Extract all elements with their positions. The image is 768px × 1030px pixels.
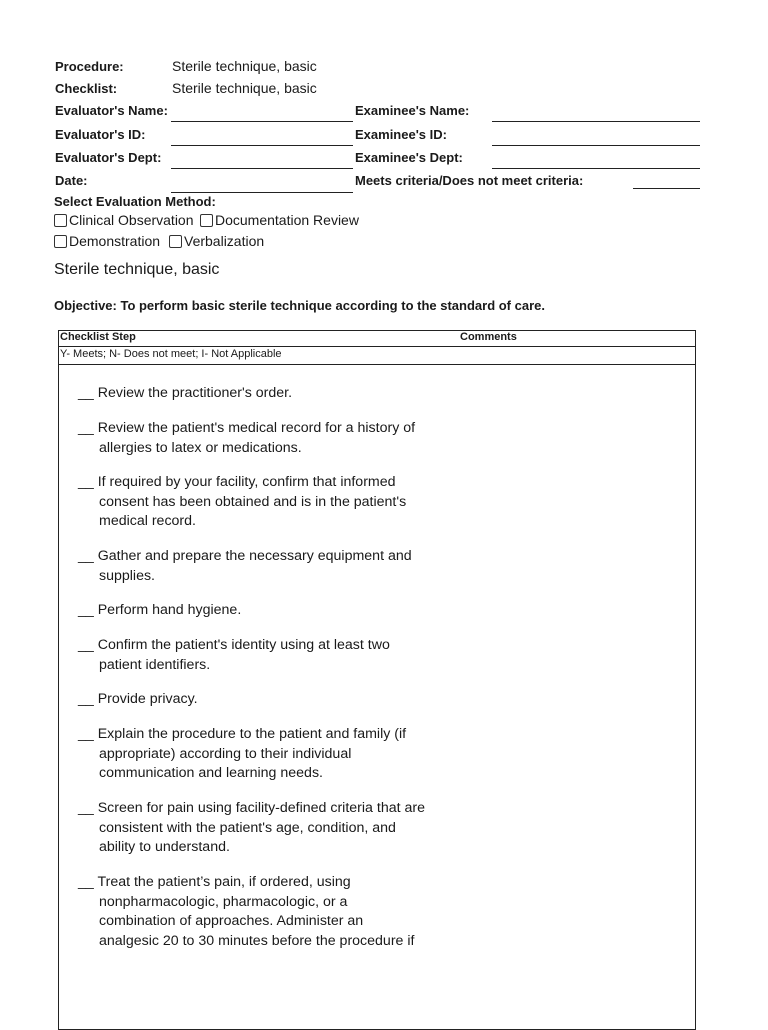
checkbox-icon[interactable] (169, 235, 182, 248)
evaluator-id-field[interactable] (171, 145, 353, 146)
option-clinical-observation[interactable] (54, 212, 194, 228)
examinee-id-field[interactable] (492, 145, 700, 146)
option-label: Demonstration (69, 233, 161, 249)
step-text-continued: allergies to latex or medications. (99, 439, 302, 456)
step-text: __ Provide privacy. (78, 691, 198, 707)
step-text: __ Explain the procedure to the patient and family (if (78, 726, 407, 742)
step-text-continued: combination of approaches. Administer an (99, 913, 364, 930)
page-title: Sterile technique, basic (54, 261, 220, 278)
checklist-label: Checklist: (55, 81, 118, 96)
step-text: __ Review the patient's medical record for a history of (78, 420, 416, 436)
date-field[interactable] (171, 192, 353, 193)
date-label: Date: (55, 173, 88, 188)
checklist-step (78, 690, 458, 710)
checklist-step (78, 419, 458, 458)
checklist-step (78, 473, 458, 532)
table-divider (58, 364, 696, 365)
checklist-step (78, 799, 458, 858)
step-text: __ Review the practitioner's order. (78, 385, 293, 401)
step-text-continued: appropriate) according to their individual (99, 745, 352, 762)
option-label: Documentation Review (215, 212, 359, 228)
column-header-checklist-step: Checklist Step (60, 331, 136, 343)
step-text-continued: supplies. (99, 567, 155, 584)
step-text: __ Gather and prepare the necessary equipment and (78, 548, 412, 564)
examinee-dept-field[interactable] (492, 168, 700, 169)
checklist-step (78, 384, 458, 404)
meets-criteria-label: Meets criteria/Does not meet criteria: (355, 173, 584, 188)
step-text-continued: nonpharmacologic, pharmacologic, or a (99, 893, 348, 910)
checklist-value: Sterile technique, basic (172, 80, 317, 96)
step-text-continued: analgesic 20 to 30 minutes before the procedure if (99, 932, 415, 949)
column-header-comments: Comments (460, 331, 517, 343)
procedure-value: Sterile technique, basic (172, 58, 317, 74)
step-text-continued: consent has been obtained and is in the patient's (99, 493, 407, 510)
step-text-continued: communication and learning needs. (99, 765, 323, 782)
evaluator-dept-label: Evaluator's Dept: (55, 150, 162, 165)
checklist-step (78, 725, 458, 784)
step-text-continued: consistent with the patient's age, condition, and (99, 819, 396, 836)
option-verbalization[interactable] (169, 233, 264, 249)
checklist-step (78, 873, 458, 951)
evaluator-name-field[interactable] (171, 121, 353, 122)
table-legend: Y- Meets; N- Does not meet; I- Not Applicable (60, 348, 282, 360)
step-text: __ Screen for pain using facility-defined criteria that are (78, 800, 425, 816)
meets-criteria-field[interactable] (633, 188, 700, 189)
evaluator-name-label: Evaluator's Name: (55, 103, 168, 118)
objective: Objective: To perform basic sterile technique according to the standard of care. (54, 298, 545, 313)
step-text-continued: patient identifiers. (99, 656, 211, 673)
option-label: Verbalization (184, 233, 265, 249)
examinee-id-label: Examinee's ID: (355, 127, 447, 142)
option-demonstration[interactable] (54, 233, 160, 249)
evaluator-dept-field[interactable] (171, 168, 353, 169)
step-text: __ Treat the patient’s pain, if ordered, using (78, 874, 351, 890)
step-text-continued: ability to understand. (99, 839, 230, 856)
evaluator-id-label: Evaluator's ID: (55, 127, 146, 142)
examinee-dept-label: Examinee's Dept: (355, 150, 463, 165)
checkbox-icon[interactable] (200, 214, 213, 227)
examinee-name-field[interactable] (492, 121, 700, 122)
step-text: __ Perform hand hygiene. (78, 602, 242, 618)
checklist-step (78, 601, 458, 621)
checklist-step (78, 547, 458, 586)
examinee-name-label: Examinee's Name: (355, 103, 470, 118)
checklist-step (78, 636, 458, 675)
table-divider (58, 346, 696, 347)
option-label: Clinical Observation (69, 212, 194, 228)
step-text: __ Confirm the patient's identity using at least two (78, 637, 390, 653)
procedure-label: Procedure: (55, 59, 124, 74)
step-text-continued: medical record. (99, 513, 196, 530)
step-text: __ If required by your facility, confirm that informed (78, 474, 396, 490)
checkbox-icon[interactable] (54, 214, 67, 227)
checkbox-icon[interactable] (54, 235, 67, 248)
evaluation-method-heading: Select Evaluation Method: (54, 194, 216, 209)
option-documentation-review[interactable] (200, 212, 359, 228)
